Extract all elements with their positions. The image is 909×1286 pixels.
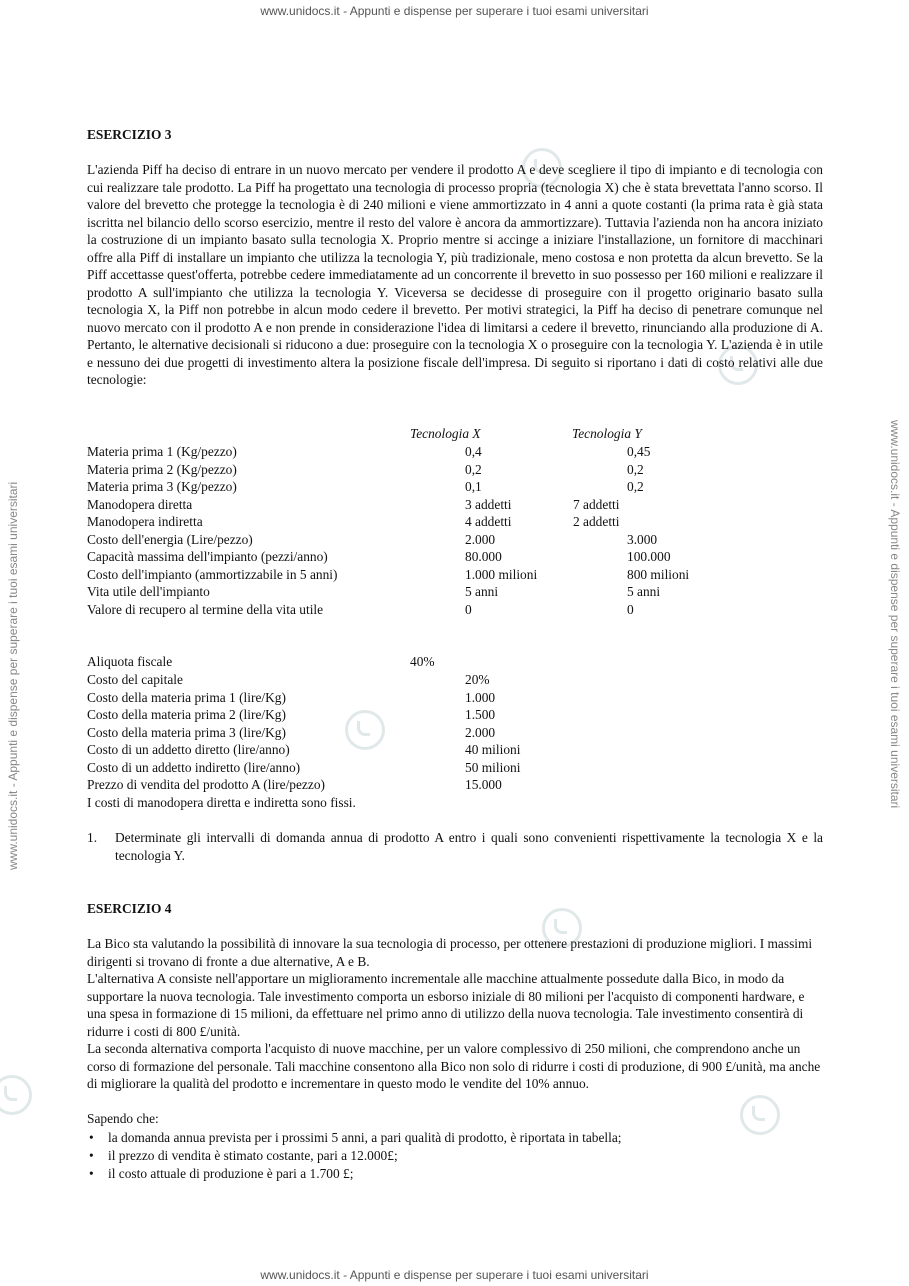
- right-side-banner: www.unidocs.it - Appunti e dispense per superare i tuoi esami universitari: [888, 420, 902, 809]
- question-text: Determinate gli intervalli di domanda annua di prodotto A entro i quali sono convenienti rispettivamente la tecnologia X e la tecnologia Y.: [115, 830, 823, 863]
- tech-y-value: 7 addetti: [573, 496, 620, 512]
- tech-row-label: Vita utile dell'impianto: [87, 584, 210, 599]
- tech-row-label: Materia prima 2 (Kg/pezzo): [87, 461, 237, 477]
- cost-row-label: Costo di un addetto indiretto (lire/anno): [87, 759, 301, 775]
- question-1: [87, 829, 823, 865]
- cost-row-value: 20%: [465, 672, 490, 687]
- tech-row-label: Capacità massima dell'impianto (pezzi/anno): [87, 549, 328, 564]
- tech-x-value: 3 addetti: [465, 496, 512, 512]
- tech-x-value: 1.000 milioni: [465, 566, 538, 582]
- left-side-banner: www.unidocs.it - Appunti e dispense per superare i tuoi esami universitari: [6, 481, 20, 870]
- tech-x-value: 4 addetti: [465, 514, 512, 529]
- fixed-costs-note: I costi di manodopera diretta e indiretta sono fissi.: [87, 795, 356, 810]
- bullet-text: il costo attuale di produzione è pari a 1.700 £;: [108, 1166, 354, 1181]
- tech-y-value: 100.000: [627, 549, 671, 564]
- tech-x-value: 80.000: [465, 549, 502, 564]
- tech-row-label: Materia prima 1 (Kg/pezzo): [87, 444, 237, 459]
- tech-y-value: 800 milioni: [627, 566, 690, 582]
- tech-x-value: 0,2: [465, 461, 482, 477]
- column-header-tech-y: Tecnologia Y: [572, 426, 642, 441]
- watermark-logo-icon: [345, 710, 385, 750]
- bullet-icon: •: [89, 1166, 94, 1181]
- cost-row-label: Costo della materia prima 1 (lire/Kg): [87, 689, 286, 705]
- aliquota-label: Aliquota fiscale: [87, 654, 173, 669]
- cost-row-value: 1.500: [465, 707, 496, 722]
- cost-row-label: Costo della materia prima 3 (lire/Kg): [87, 724, 286, 740]
- exercise-4-paragraph-2: L'alternativa A consiste nell'apportare un miglioramento incrementale alle macchine attualmente possedute dalla Bico, in modo da supportare la nuova tecnologia. Tale investimento comporta un esborso iniziale di 80 milioni per l'acquisto di componenti hardware, e una spesa in formazione di 15 milioni, da effettuare nel primo anno di utilizzo della nuova tecnologia. Tale investimento consentirà di ridurre i costi di 800 £/unità.: [87, 971, 805, 1039]
- cost-row-label: Prezzo di vendita del prodotto A (lire/pezzo): [87, 777, 325, 792]
- tech-x-value: 0,1: [465, 479, 482, 494]
- cost-row-value: 2.000: [465, 724, 496, 740]
- bullet-text: il prezzo di vendita è stimato costante, pari a 12.000£;: [108, 1148, 398, 1163]
- cost-row-label: Costo della materia prima 2 (lire/Kg): [87, 707, 286, 722]
- header-banner: www.unidocs.it - Appunti e dispense per superare i tuoi esami universitari: [260, 4, 649, 18]
- tech-x-value: 0,4: [465, 444, 482, 459]
- tech-y-value: 2 addetti: [573, 514, 620, 529]
- exercise-4-title: ESERCIZIO 4: [87, 901, 172, 916]
- watermark-logo-icon: [0, 1075, 32, 1115]
- tech-y-value: 3.000: [627, 531, 658, 547]
- cost-row-value: 40 milioni: [465, 742, 521, 757]
- bullet-icon: •: [89, 1130, 94, 1145]
- tech-row-label: Costo dell'energia (Lire/pezzo): [87, 531, 253, 547]
- exercise-3-intro: L'azienda Piff ha deciso di entrare in un nuovo mercato per vendere il prodotto A e deve scegliere il tipo di impianto e di tecnologia con cui realizzare tale prodotto. La Piff ha progettato una tecnologia di processo propria (tecnologia X) che è stata brevettata l'anno scorso. Il valore del brevetto che protegge la tecnologia è di 240 milioni e viene ammortizzato in 4 anni a quote costanti (la prima rata è già stata iscritta nel bilancio dello scorso esercizio, mentre il resto del valore è ancora da ammortizzare). Tuttavia l'azienda non ha ancora iniziato la costruzione di un impianto basato sulla tecnologia X. Proprio mentre si accinge a iniziare l'installazione, un fornitore di macchinari offre alla Piff di installare un impianto che utilizza la tecnologia Y, più tradizionale, meno costosa e non protetta da alcun brevetto. Se la Piff accettasse quest'offerta, potrebbe cedere immediatamente ad un concorrente il brevetto in suo possesso per 160 milioni e realizzare il prodotto A sull'impianto che utilizza la tecnologia Y. Viceversa se decidesse di proseguire con il progetto originario basato sulla tecnologia X, la Piff non potrebbe in alcun modo cedere il brevetto. Per motivi strategici, la Piff ha deciso di penetrare comunque nel nuovo mercato con il prodotto A e non prende in considerazione l'idea di limitarsi a cedere il brevetto, rinunciando alla produzione di A. Pertanto, le alternative decisionali si riducono a due: proseguire con la tecnologia X o proseguire con la tecnologia Y. L'azienda è in utile e nessuno dei due progetti di investimento altera la posizione fiscale dell'impresa. Di seguito si riportano i dati di costo relativi alle due tecnologie:: [87, 162, 823, 387]
- tech-y-value: 0,2: [627, 461, 644, 477]
- exercise-4-paragraph-1: La Bico sta valutando la possibilità di innovare la sua tecnologia di processo, per ottenere prestazioni di produzione migliori. I massimi dirigenti si trovano di fronte a due alternative, A e B.: [87, 936, 813, 969]
- tech-row-label: Manodopera indiretta: [87, 514, 203, 529]
- cost-row-value: 1.000: [465, 689, 496, 705]
- bullet-text: la domanda annua prevista per i prossimi 5 anni, a pari qualità di prodotto, è riportata in tabella;: [108, 1130, 622, 1145]
- tech-row-label: Valore di recupero al termine della vita utile: [87, 601, 324, 617]
- exercise-4-paragraph-4: Sapendo che:: [87, 1111, 159, 1126]
- tech-x-value: 0: [465, 601, 472, 617]
- footer-banner: www.unidocs.it - Appunti e dispense per superare i tuoi esami universitari: [260, 1268, 649, 1282]
- tech-y-value: 0,45: [627, 444, 651, 459]
- tech-x-value: 5 anni: [465, 584, 499, 599]
- column-header-tech-x: Tecnologia X: [410, 426, 481, 441]
- cost-row-value: 50 milioni: [465, 759, 521, 775]
- tech-row-label: Manodopera diretta: [87, 496, 193, 512]
- tech-y-value: 5 anni: [627, 584, 661, 599]
- aliquota-value: 40%: [410, 654, 435, 669]
- cost-row-value: 15.000: [465, 777, 502, 792]
- bullet-icon: •: [89, 1148, 94, 1163]
- cost-row-label: Costo del capitale: [87, 672, 183, 687]
- tech-row-label: Materia prima 3 (Kg/pezzo): [87, 479, 237, 494]
- tech-x-value: 2.000: [465, 531, 496, 547]
- tech-y-value: 0: [627, 601, 634, 617]
- exercise-3-title: ESERCIZIO 3: [87, 127, 172, 142]
- question-number: 1.: [87, 830, 98, 845]
- cost-row-label: Costo di un addetto diretto (lire/anno): [87, 742, 290, 757]
- exercise-4-paragraph-3: La seconda alternativa comporta l'acquisto di nuove macchine, per un valore complessivo di 250 milioni, che comprendono anche un corso di formazione del personale. Tali macchine consentono alla Bico non solo di ridurre i costi di produzione, di 900 £/unità, ma anche di migliorare la qualità del prodotto e incrementare in questo modo le vendite del 10% annuo.: [87, 1041, 821, 1091]
- tech-y-value: 0,2: [627, 479, 644, 494]
- tech-row-label: Costo dell'impianto (ammortizzabile in 5 anni): [87, 566, 338, 582]
